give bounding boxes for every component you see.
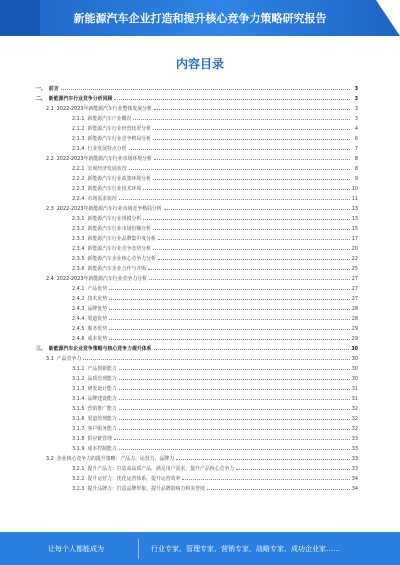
toc-entry[interactable] bbox=[36, 364, 358, 374]
toc-entry-label: 2022-2023年新能源汽车行业市场环境分析 bbox=[56, 156, 152, 162]
toc-leader-dots bbox=[164, 209, 350, 210]
toc-entry-page: 29 bbox=[351, 326, 358, 332]
toc-entry[interactable] bbox=[36, 224, 358, 234]
toc-entry-label: 品牌建设能力 bbox=[87, 396, 117, 402]
toc-leader-dots bbox=[109, 319, 350, 320]
toc-entry-number: 3.2.3 bbox=[72, 486, 85, 492]
toc-leader-dots bbox=[129, 169, 350, 170]
toc-entry[interactable] bbox=[36, 374, 358, 384]
toc-leader-dots bbox=[143, 189, 350, 190]
toc-entry-number: 2.4.6 bbox=[72, 336, 85, 342]
toc-entry-page: 13 bbox=[351, 206, 358, 212]
toc-leader-dots bbox=[154, 349, 350, 350]
toc-entry[interactable] bbox=[36, 314, 358, 324]
header-corner-cut bbox=[376, 0, 400, 36]
toc-leader-dots bbox=[119, 199, 350, 200]
toc-entry-label: 品质管理能力 bbox=[87, 376, 117, 382]
toc-entry[interactable] bbox=[36, 464, 358, 474]
toc-entry-label: 新能源汽车行业竞争分析回顾 bbox=[48, 96, 113, 102]
toc-entry-label: 产品竞争力 bbox=[56, 356, 82, 362]
toc-leader-dots bbox=[129, 149, 350, 150]
toc-entry-label: 提升品牌力：打造品牌形象，提升品牌影响力和美誉度 bbox=[87, 486, 205, 492]
toc-leader-dots bbox=[153, 249, 350, 250]
toc-leader-dots bbox=[119, 399, 350, 400]
toc-entry-page: 7 bbox=[354, 146, 358, 152]
toc-entry[interactable] bbox=[36, 94, 358, 104]
toc-entry-label: 前言 bbox=[48, 86, 59, 92]
toc-entry-number: 2.1.1 bbox=[72, 116, 85, 122]
toc-leader-dots bbox=[154, 159, 350, 160]
toc-entry-page: 8 bbox=[354, 156, 358, 162]
toc-entry[interactable] bbox=[36, 214, 358, 224]
toc-entry[interactable] bbox=[36, 84, 358, 94]
toc-entry-page: 13 bbox=[351, 216, 358, 222]
toc-leader-dots bbox=[158, 259, 350, 260]
toc-entry[interactable] bbox=[36, 114, 358, 124]
toc-entry[interactable] bbox=[36, 164, 358, 174]
toc-entry[interactable] bbox=[36, 334, 358, 344]
toc-leader-dots bbox=[114, 439, 350, 440]
toc-entry-number: 3.1.4 bbox=[72, 396, 85, 402]
toc-entry-page: 34 bbox=[351, 486, 358, 492]
toc-entry[interactable] bbox=[36, 134, 358, 144]
toc-entry-label: 成本优势 bbox=[87, 336, 108, 342]
toc-entry-label: 研发设计能力 bbox=[87, 386, 117, 392]
toc-entry-label: 2022-2023年新能源汽车行业竞争力分析 bbox=[56, 276, 148, 282]
toc-leader-dots bbox=[154, 109, 350, 110]
toc-entry-label: 新能源汽车行业技术环境 bbox=[87, 186, 142, 192]
toc-entry-number: 3.1.7 bbox=[72, 426, 85, 432]
toc-entry-number: 3.1.1 bbox=[72, 366, 85, 372]
toc-entry[interactable] bbox=[36, 104, 358, 114]
toc-entry-page: 32 bbox=[351, 416, 358, 422]
toc-entry-number: 2.3.2 bbox=[72, 226, 85, 232]
toc-leader-dots bbox=[109, 289, 350, 290]
footer-slogan-left: 让每个人都能成为 bbox=[48, 544, 104, 553]
toc-entry[interactable] bbox=[36, 414, 358, 424]
toc-entry-page: 30 bbox=[351, 346, 358, 352]
toc-leader-dots bbox=[109, 329, 350, 330]
toc-entry-page: 3 bbox=[354, 116, 358, 122]
toc-entry-label: 企业核心竞争力的提升策略：产品力、运营力、品牌力 bbox=[56, 456, 175, 462]
toc-entry-label: 宏观经济发展状况 bbox=[87, 166, 127, 172]
toc-entry-label: 新能源汽车企业竞争策略与核心竞争力提升体系 bbox=[48, 346, 152, 352]
toc-entry-number: 2.4 bbox=[46, 276, 54, 282]
toc-entry-number: 3.1.2 bbox=[72, 376, 85, 382]
toc-entry-label: 市场需求状况 bbox=[87, 196, 117, 202]
toc-entry-label: 2022-2023年新能源汽车行业市场竞争格局分析 bbox=[56, 206, 162, 212]
toc-entry-label: 成本控制能力 bbox=[87, 446, 117, 452]
toc-entry[interactable] bbox=[36, 484, 358, 494]
toc-leader-dots bbox=[109, 299, 350, 300]
toc-entry-number: 3.2 bbox=[46, 456, 54, 462]
toc-entry-number: 3.2.1 bbox=[72, 466, 85, 472]
toc-entry-page: 32 bbox=[351, 406, 358, 412]
toc-entry[interactable] bbox=[36, 154, 358, 164]
toc-entry[interactable] bbox=[36, 234, 358, 244]
toc-leader-dots bbox=[109, 309, 350, 310]
toc-leader-dots bbox=[133, 119, 350, 120]
toc-entry[interactable] bbox=[36, 274, 358, 284]
toc-entry-number: 3.1.6 bbox=[72, 416, 85, 422]
toc-entry-page: 15 bbox=[351, 226, 358, 232]
toc-entry[interactable] bbox=[36, 124, 358, 134]
toc-entry-label: 新能源汽车行业经营状况分析 bbox=[87, 126, 152, 132]
toc-entry-number: 2.3.3 bbox=[72, 236, 85, 242]
footer-divider bbox=[138, 539, 139, 559]
toc-entry-number: 2.1 bbox=[46, 106, 54, 112]
toc-entry-page: 4 bbox=[354, 126, 358, 132]
toc-entry-number: 2.4.1 bbox=[72, 286, 85, 292]
toc-leader-dots bbox=[153, 229, 350, 230]
toc-entry[interactable] bbox=[36, 404, 358, 414]
toc-entry[interactable] bbox=[36, 254, 358, 264]
toc-entry-page: 32 bbox=[351, 426, 358, 432]
toc-entry-number: 2.2.3 bbox=[72, 186, 85, 192]
toc-leader-dots bbox=[109, 339, 350, 340]
toc-entry-label: 新能源汽车行业规模分析 bbox=[87, 216, 142, 222]
toc-entry-number: 2.4.5 bbox=[72, 326, 85, 332]
toc-entry-label: 渠道优势 bbox=[87, 316, 108, 322]
toc-entry[interactable] bbox=[36, 474, 358, 484]
toc-leader-dots bbox=[119, 389, 350, 390]
toc-entry-page: 3 bbox=[354, 106, 358, 112]
toc-leader-dots bbox=[207, 489, 350, 490]
toc-entry[interactable] bbox=[36, 144, 358, 154]
page-header bbox=[0, 0, 400, 36]
toc-entry[interactable] bbox=[36, 324, 358, 334]
toc-entry[interactable] bbox=[36, 174, 358, 184]
toc-entry-label: 新能源汽车行业竞争格局分析 bbox=[87, 136, 152, 142]
toc-entry-page: 8 bbox=[354, 166, 358, 172]
toc-entry[interactable] bbox=[36, 394, 358, 404]
toc-entry[interactable] bbox=[36, 344, 358, 354]
toc-entry-label: 新能源汽车产业概况 bbox=[87, 116, 132, 122]
toc-leader-dots bbox=[119, 449, 350, 450]
toc-entry-number: 2.4.3 bbox=[72, 306, 85, 312]
toc-entry-page: 6 bbox=[354, 136, 358, 142]
toc-leader-dots bbox=[119, 369, 350, 370]
toc-entry-page: 20 bbox=[351, 246, 358, 252]
toc-entry-page: 25 bbox=[351, 266, 358, 272]
toc-entry-number: 2.1.2 bbox=[72, 126, 85, 132]
toc-entry-label: 营销推广能力 bbox=[87, 406, 117, 412]
toc-entry-page: 30 bbox=[351, 376, 358, 382]
toc-entry[interactable] bbox=[36, 424, 358, 434]
toc-leader-dots bbox=[149, 279, 350, 280]
toc-entry-number: 2.2 bbox=[46, 156, 54, 162]
toc-entry[interactable] bbox=[36, 434, 358, 444]
toc-entry-page: 30 bbox=[351, 356, 358, 362]
toc-entry-number: 2.1.3 bbox=[72, 136, 85, 142]
toc-entry-page: 11 bbox=[351, 196, 358, 202]
toc-entry-label: 新能源汽车企业合作与并购 bbox=[87, 266, 147, 272]
toc-entry[interactable] bbox=[36, 204, 358, 214]
toc-entry-number: 2.3.4 bbox=[72, 246, 85, 252]
toc-entry-number: 2.2.1 bbox=[72, 166, 85, 172]
toc-entry-label: 渠道管理能力 bbox=[87, 416, 117, 422]
toc-entry[interactable] bbox=[36, 244, 358, 254]
toc-entry-page: 3 bbox=[354, 86, 358, 92]
toc-entry-page: 28 bbox=[351, 316, 358, 322]
header-title: 新能源汽车企业打造和提升核心竞争力策略研究报告 bbox=[73, 12, 327, 25]
toc-entry-number: 3.1.8 bbox=[72, 436, 85, 442]
toc-entry-label: 供应链管理 bbox=[87, 436, 112, 442]
toc-leader-dots bbox=[119, 429, 350, 430]
toc-entry-page: 29 bbox=[351, 336, 358, 342]
toc-leader-dots bbox=[114, 99, 350, 100]
toc-entry-number: 2.4.2 bbox=[72, 296, 85, 302]
toc-entry-label: 品牌优势 bbox=[87, 306, 108, 312]
toc-leader-dots bbox=[119, 379, 350, 380]
toc-entry-label: 新能源汽车行业市场份额分析 bbox=[87, 226, 152, 232]
toc-leader-dots bbox=[83, 359, 350, 360]
toc-entry-page: 30 bbox=[351, 366, 358, 372]
toc-entry-number: 3.1.5 bbox=[72, 406, 85, 412]
toc-leader-dots bbox=[143, 219, 350, 220]
toc-entry-page: 28 bbox=[351, 306, 358, 312]
page-footer bbox=[0, 532, 400, 565]
toc-entry-label: 新能源汽车行业政策环境分析 bbox=[87, 176, 152, 182]
toc-entry-label: 2022-2023年新能源汽车行业整体发展分析 bbox=[56, 106, 152, 112]
toc-entry[interactable] bbox=[36, 454, 358, 464]
toc-entry-page: 27 bbox=[351, 296, 358, 302]
toc-leader-dots bbox=[119, 419, 350, 420]
toc-leader-dots bbox=[182, 479, 349, 480]
toc-leader-dots bbox=[176, 459, 350, 460]
toc-entry-page: 31 bbox=[351, 386, 358, 392]
toc-entry-label: 新能源汽车行业品牌集中度分析 bbox=[87, 236, 156, 242]
toc-entry-page: 3 bbox=[354, 96, 358, 102]
toc-entry-label: 新能源汽车企业核心竞争力分析 bbox=[87, 256, 156, 262]
toc-entry-number: 3.2.2 bbox=[72, 476, 85, 482]
toc-entry-number: 二、 bbox=[36, 96, 46, 102]
toc-entry-number: 2.3 bbox=[46, 206, 54, 212]
footer-slogan-right: 行业专家、管理专家、营销专家、战略专家、成功企业家…… bbox=[151, 544, 340, 553]
toc-entry-page: 27 bbox=[351, 276, 358, 282]
toc-entry-number: 3.1.9 bbox=[72, 446, 85, 452]
toc-entry-label: 产品创新能力 bbox=[87, 366, 117, 372]
toc-entry-number: 2.4.4 bbox=[72, 316, 85, 322]
toc-entry[interactable] bbox=[36, 384, 358, 394]
table-of-contents bbox=[36, 84, 358, 494]
toc-leader-dots bbox=[61, 89, 350, 90]
toc-entry-number: 2.1.4 bbox=[72, 146, 85, 152]
toc-entry[interactable] bbox=[36, 304, 358, 314]
toc-entry-number: 2.2.2 bbox=[72, 176, 85, 182]
toc-entry-number: 一、 bbox=[36, 86, 46, 92]
toc-leader-dots bbox=[148, 269, 350, 270]
toc-leader-dots bbox=[119, 409, 350, 410]
toc-entry-number: 三、 bbox=[36, 346, 46, 352]
toc-entry[interactable] bbox=[36, 194, 358, 204]
toc-entry-number: 2.3.6 bbox=[72, 266, 85, 272]
toc-leader-dots bbox=[153, 179, 350, 180]
toc-entry-label: 技术优势 bbox=[87, 296, 108, 302]
toc-entry[interactable] bbox=[36, 354, 358, 364]
toc-entry-page: 9 bbox=[354, 176, 358, 182]
toc-entry-number: 2.3.5 bbox=[72, 256, 85, 262]
toc-entry-page: 33 bbox=[351, 446, 358, 452]
toc-entry-number: 2.2.4 bbox=[72, 196, 85, 202]
toc-entry[interactable] bbox=[36, 444, 358, 454]
toc-entry-page: 22 bbox=[351, 256, 358, 262]
toc-entry-label: 提升产品力：打造高品质产品，满足用户需求，提升产品核心竞争力 bbox=[87, 466, 235, 472]
toc-entry-page: 34 bbox=[351, 476, 358, 482]
toc-entry-page: 17 bbox=[351, 236, 358, 242]
toc-entry-label: 服务优势 bbox=[87, 326, 108, 332]
toc-entry-page: 33 bbox=[351, 456, 358, 462]
toc-entry-label: 产品优势 bbox=[87, 286, 108, 292]
toc-entry[interactable] bbox=[36, 294, 358, 304]
toc-entry-number: 2.3.1 bbox=[72, 216, 85, 222]
toc-entry-label: 行业发展特点分析 bbox=[87, 146, 127, 152]
toc-entry-label: 新能源汽车行业竞争态势分析 bbox=[87, 246, 152, 252]
toc-leader-dots bbox=[153, 139, 350, 140]
toc-entry-page: 27 bbox=[351, 286, 358, 292]
toc-entry[interactable] bbox=[36, 184, 358, 194]
header-accent-bar bbox=[0, 0, 40, 36]
toc-leader-dots bbox=[236, 469, 350, 470]
toc-title: 内容目录 bbox=[175, 57, 224, 71]
toc-entry-page: 33 bbox=[351, 466, 358, 472]
toc-entry-label: 客户服务能力 bbox=[87, 426, 117, 432]
toc-entry-number: 3.1.3 bbox=[72, 386, 85, 392]
toc-entry-page: 33 bbox=[351, 436, 358, 442]
toc-entry[interactable] bbox=[36, 284, 358, 294]
toc-entry[interactable] bbox=[36, 264, 358, 274]
toc-entry-label: 提升运营力：优化运营体系，提升运营效率 bbox=[87, 476, 181, 482]
toc-leader-dots bbox=[158, 239, 350, 240]
toc-entry-page: 31 bbox=[351, 396, 358, 402]
toc-entry-page: 10 bbox=[351, 186, 358, 192]
toc-entry-number: 3.1 bbox=[46, 356, 54, 362]
toc-leader-dots bbox=[153, 129, 350, 130]
